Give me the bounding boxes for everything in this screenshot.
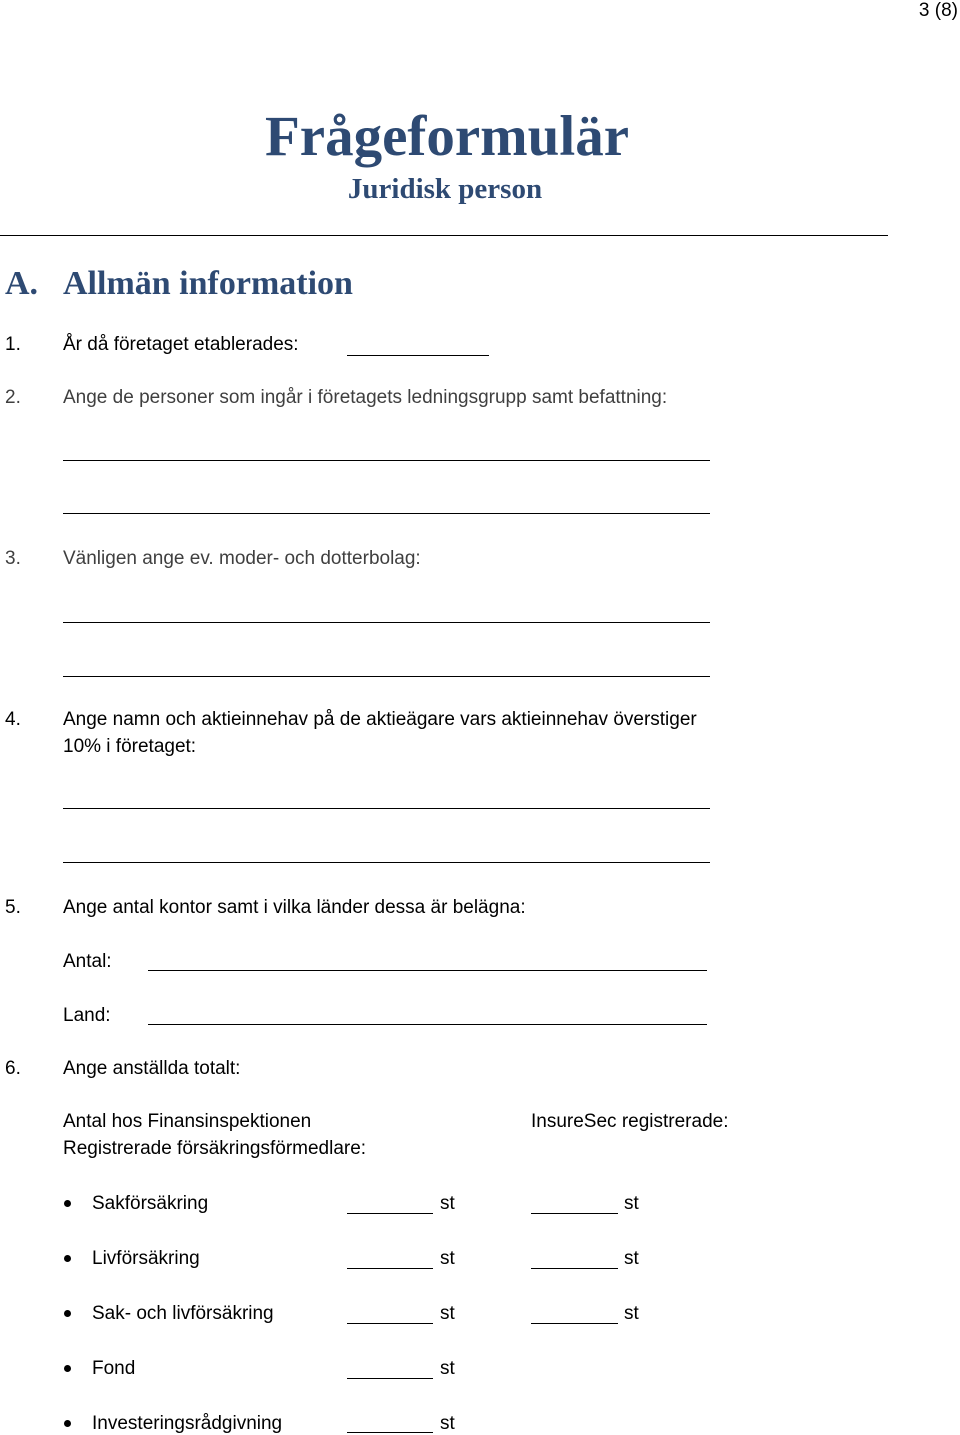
- column-1-header-line-2: Registrerade försäkringsförmedlare:: [63, 1138, 367, 1159]
- header-divider: [0, 235, 888, 236]
- unit-label: st: [440, 1193, 455, 1214]
- unit-label: st: [440, 1358, 455, 1379]
- bullet-icon: [64, 1200, 71, 1207]
- bullet-icon: [64, 1255, 71, 1262]
- form-subtitle: Juridisk person: [347, 173, 543, 205]
- answer-line: [531, 1213, 618, 1214]
- answer-line: [63, 622, 710, 623]
- row-label: Investeringsrådgivning: [92, 1413, 283, 1434]
- question-text: Ange anställda totalt:: [63, 1058, 241, 1079]
- section-title: Allmän information: [63, 265, 353, 302]
- row-label: Sak- och livförsäkring: [92, 1303, 274, 1324]
- land-label: Land:: [63, 1005, 111, 1026]
- form-title: Frågeformulär: [264, 105, 629, 168]
- question-text: År då företaget etablerades:: [63, 334, 299, 355]
- column-2-header: InsureSec registrerade:: [531, 1111, 729, 1132]
- answer-line: [63, 460, 710, 461]
- unit-label: st: [624, 1303, 639, 1324]
- answer-line: [63, 676, 710, 677]
- answer-line: [63, 808, 710, 809]
- antal-answer-line: [148, 970, 707, 971]
- question-number: 5.: [5, 897, 21, 918]
- answer-line: [347, 1213, 433, 1214]
- answer-line: [347, 1323, 433, 1324]
- bullet-icon: [64, 1420, 71, 1427]
- section-letter: A.: [5, 265, 39, 302]
- question-text: Vänligen ange ev. moder- och dotterbolag:: [63, 548, 421, 569]
- answer-line: [347, 1432, 433, 1433]
- bullet-icon: [64, 1365, 71, 1372]
- answer-line: [63, 862, 710, 863]
- answer-line: [347, 1378, 433, 1379]
- page-number: 3 (8): [918, 0, 958, 21]
- question-number: 6.: [5, 1058, 21, 1079]
- row-label: Fond: [92, 1358, 136, 1379]
- unit-label: st: [440, 1303, 455, 1324]
- unit-label: st: [440, 1413, 455, 1434]
- question-number: 2.: [5, 387, 21, 408]
- column-1-header-line-1: Antal hos Finansinspektionen: [63, 1111, 312, 1132]
- bullet-icon: [64, 1310, 71, 1317]
- question-text: Ange antal kontor samt i vilka länder dessa är belägna:: [63, 897, 526, 918]
- row-label: Livförsäkring: [92, 1248, 200, 1269]
- question-number: 4.: [5, 709, 21, 730]
- unit-label: st: [440, 1248, 455, 1269]
- question-number: 3.: [5, 548, 21, 569]
- question-text-line-2: 10% i företaget:: [63, 736, 197, 757]
- answer-line: [63, 513, 710, 514]
- antal-label: Antal:: [63, 951, 112, 972]
- answer-line: [531, 1268, 618, 1269]
- question-number: 1.: [5, 334, 21, 355]
- answer-line: [531, 1323, 618, 1324]
- land-answer-line: [148, 1024, 707, 1025]
- answer-line: [347, 1268, 433, 1269]
- unit-label: st: [624, 1193, 639, 1214]
- question-text: Ange de personer som ingår i företagets ledningsgrupp samt befattning:: [63, 387, 668, 408]
- unit-label: st: [624, 1248, 639, 1269]
- row-label: Sakförsäkring: [92, 1193, 209, 1214]
- answer-line: [347, 355, 489, 356]
- question-text-line-1: Ange namn och aktieinnehav på de aktieägare vars aktieinnehav överstiger: [63, 709, 697, 730]
